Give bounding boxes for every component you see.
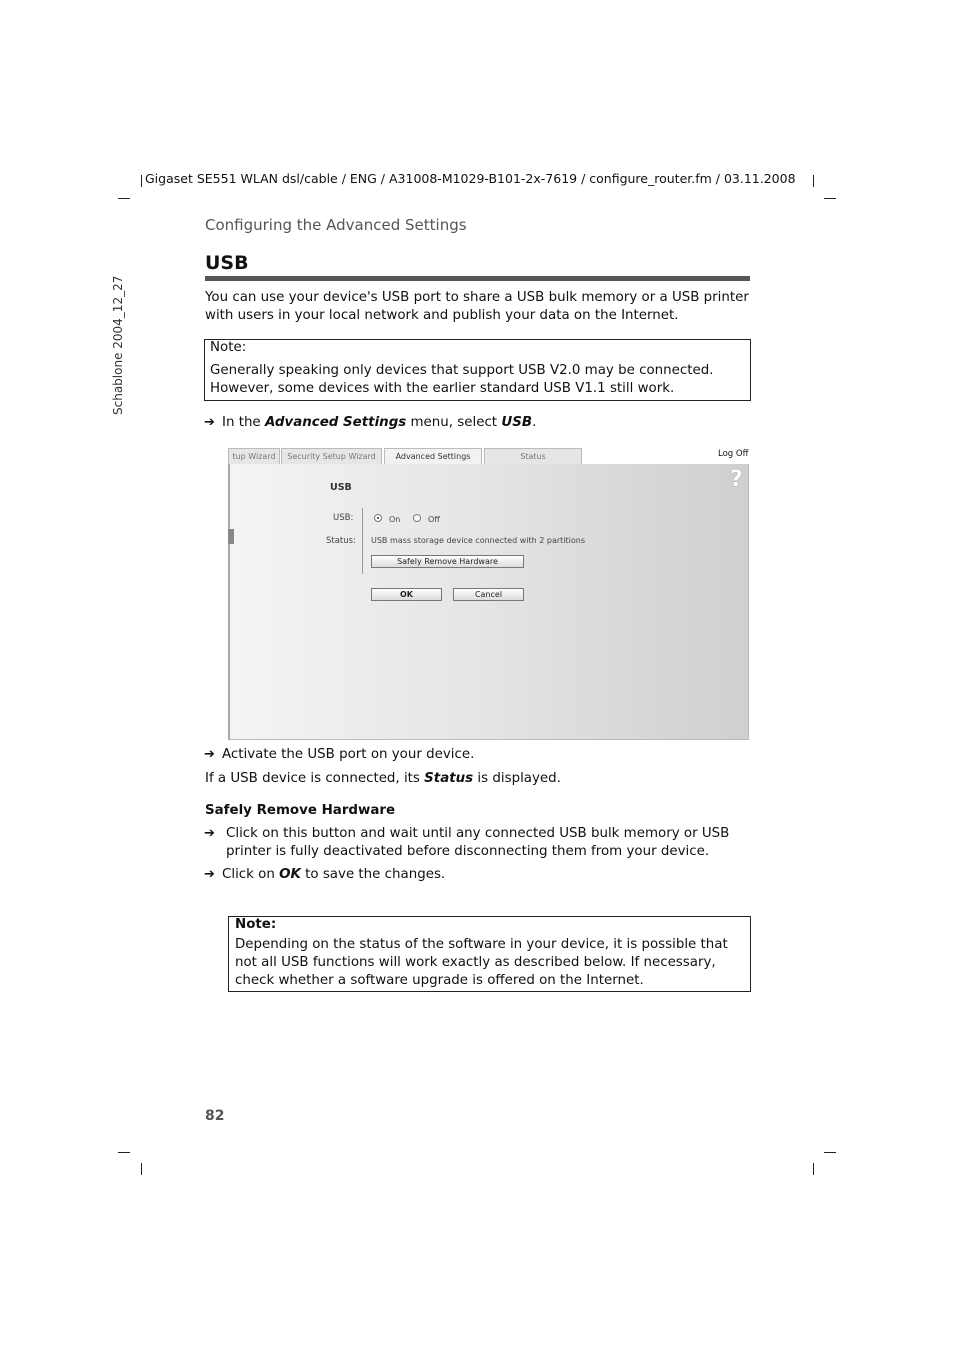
crop-mark — [824, 198, 836, 199]
help-icon[interactable]: ? — [730, 467, 743, 492]
item-name: USB — [501, 415, 533, 430]
tab-bar — [228, 448, 749, 465]
step-activate-usb — [204, 746, 474, 764]
cancel-button[interactable]: Cancel — [453, 588, 524, 601]
panel-heading: USB — [330, 482, 352, 493]
ok-term: OK — [279, 867, 301, 882]
arrow-icon: ➔ — [204, 867, 215, 882]
scroll-handle[interactable] — [228, 529, 234, 544]
page-title: USB — [205, 252, 249, 274]
note-label: Note: — [235, 917, 277, 932]
intro-paragraph: You can use your device's USB port to share a USB bulk memory or a USB printer with users in your local network and publish your data on the Internet. — [205, 290, 749, 323]
note-box — [204, 339, 751, 401]
menu-name: Advanced Settings — [264, 415, 407, 430]
usb-label: USB: — [333, 513, 354, 523]
ok-button[interactable]: OK — [371, 588, 442, 601]
status-value: USB mass storage device connected with 2 partitions — [371, 536, 585, 545]
settings-panel — [228, 464, 749, 740]
arrow-icon: ➔ — [204, 826, 215, 841]
step-select-usb — [204, 414, 536, 432]
step-text: . — [532, 415, 537, 430]
tab-setup-wizard[interactable]: tup Wizard — [228, 448, 280, 464]
usb-off-radio[interactable] — [413, 514, 421, 522]
crop-mark — [141, 175, 142, 187]
arrow-icon: ➔ — [204, 415, 215, 430]
section-title: Configuring the Advanced Settings — [205, 216, 467, 234]
note-text: Depending on the status of the software in your device, it is possible that not all USB functions will work exactly as described below. If necessary, check whether a software upgrade is offered on the Internet. — [235, 937, 728, 988]
title-rule — [205, 276, 750, 281]
note-box-software — [228, 916, 751, 992]
step-text: Click on this button and wait until any connected USB bulk memory or USB printer is fully deactivated before disconnecting them from your device. — [226, 826, 730, 859]
router-screenshot — [228, 448, 749, 740]
tab-security-setup-wizard[interactable]: Security Setup Wizard — [281, 448, 382, 464]
crop-mark — [813, 1163, 814, 1175]
safely-remove-button[interactable]: Safely Remove Hardware — [371, 555, 524, 568]
step-text: menu, select — [406, 415, 502, 430]
arrow-icon: ➔ — [204, 747, 215, 762]
subheading: Safely Remove Hardware — [205, 803, 396, 818]
form-divider — [362, 508, 363, 574]
step-text: Activate the USB port on your device. — [222, 747, 475, 762]
note-label: Note: — [210, 340, 247, 355]
tab-status[interactable]: Status — [484, 448, 582, 464]
note-text: Generally speaking only devices that support USB V2.0 may be connected. However, some devices with the earlier standard USB V1.1 still work. — [210, 363, 714, 396]
sentence-text: If a USB device is connected, its — [205, 771, 425, 786]
crop-mark — [813, 175, 814, 187]
step-safely-remove — [204, 825, 750, 861]
crop-mark — [118, 198, 130, 199]
logoff-link[interactable]: Log Off — [718, 449, 749, 459]
usb-on-label: On — [389, 515, 401, 524]
tab-advanced-settings[interactable]: Advanced Settings — [384, 448, 482, 465]
crop-mark — [118, 1152, 130, 1153]
status-label: Status: — [326, 536, 356, 546]
template-label: Schablone 2004_12_27 — [111, 275, 125, 415]
status-sentence — [205, 770, 561, 788]
step-text: Click on — [222, 867, 280, 882]
usb-on-radio[interactable] — [374, 514, 382, 522]
step-click-ok — [204, 866, 445, 884]
step-text: In the — [222, 415, 265, 430]
crop-mark — [141, 1163, 142, 1175]
status-term: Status — [424, 771, 474, 786]
step-text: to save the changes. — [300, 867, 446, 882]
page-number: 82 — [205, 1108, 225, 1124]
usb-off-label: Off — [428, 515, 440, 524]
document-header: Gigaset SE551 WLAN dsl/cable / ENG / A31008-M1029-B101-2x-7619 / configure_router.fm / 03.11.2008 — [145, 171, 796, 186]
sentence-text: is displayed. — [473, 771, 561, 786]
crop-mark — [824, 1152, 836, 1153]
